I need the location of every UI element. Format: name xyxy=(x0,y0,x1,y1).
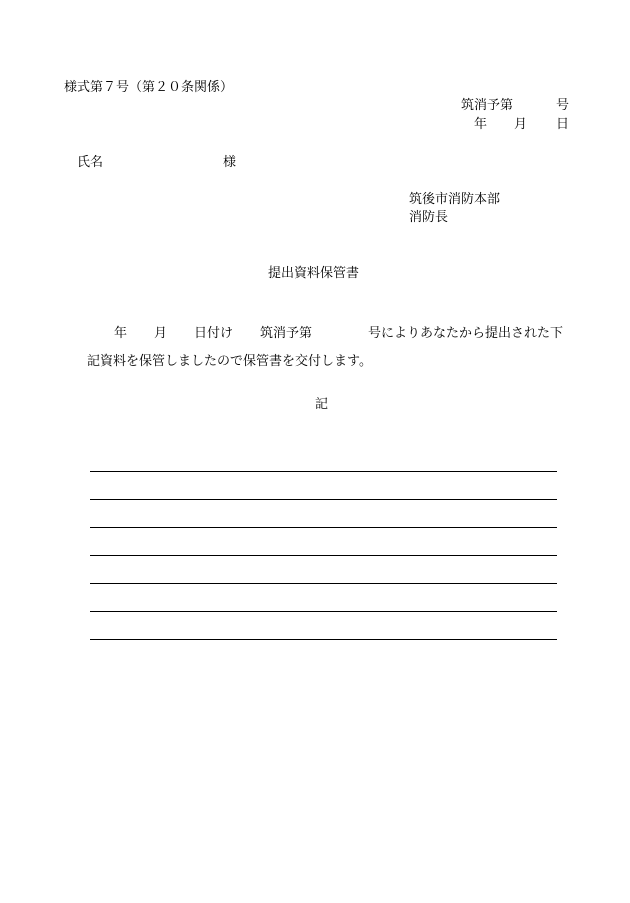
item-line xyxy=(90,611,557,612)
recipient-honorific: 様 xyxy=(223,155,237,170)
ki-label: 記 xyxy=(315,397,329,412)
issuer-title: 消防長 xyxy=(409,210,449,225)
doc-date-month: 月 xyxy=(514,117,528,132)
issuer-department: 筑後市消防本部 xyxy=(409,192,501,207)
body-year: 年 xyxy=(114,326,128,341)
recipient-name-label: 氏名 xyxy=(77,155,104,170)
body-line1-rest: 号によりあなたから提出された下 xyxy=(368,326,564,341)
body-day-dated: 日付け xyxy=(194,326,234,341)
item-line xyxy=(90,471,557,472)
body-line2: 記資料を保管しましたので保管書を交付します。 xyxy=(87,354,372,369)
body-month: 月 xyxy=(154,326,168,341)
doc-date-day: 日 xyxy=(556,117,570,132)
item-line xyxy=(90,499,557,500)
item-line xyxy=(90,583,557,584)
form-label: 様式第７号（第２０条関係） xyxy=(64,80,234,95)
doc-date-year: 年 xyxy=(474,117,488,132)
doc-number-prefix: 筑消予第 xyxy=(461,98,514,113)
item-line xyxy=(90,639,557,640)
doc-number-suffix: 号 xyxy=(556,98,570,113)
item-line xyxy=(90,555,557,556)
document-title: 提出資料保管書 xyxy=(268,266,360,281)
item-line xyxy=(90,527,557,528)
body-ref-prefix: 筑消予第 xyxy=(260,326,313,341)
